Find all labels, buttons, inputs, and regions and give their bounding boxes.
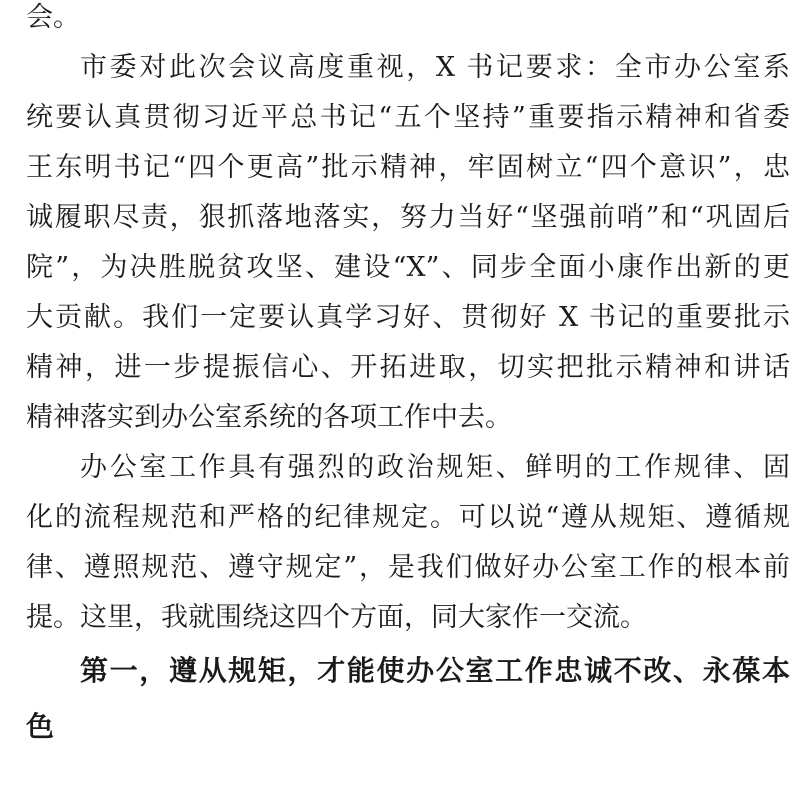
paragraph-2-line: 办公室工作具有强烈的政治规矩、鲜明的工作规律、固 bbox=[80, 452, 790, 483]
paragraph-1-line: 诚履职尽责，狠抓落地落实，努力当好“坚强前哨”和“巩固后 bbox=[26, 202, 790, 233]
section-heading-line: 第一，遵从规矩，才能使办公室工作忠诚不改、永葆本 bbox=[80, 654, 790, 687]
paragraph-1-line: 院”，为决胜脱贫攻坚、建设“X”、同步全面小康作出新的更 bbox=[26, 252, 790, 283]
paragraph-1-line: 精神落实到办公室系统的各项工作中去。 bbox=[26, 402, 512, 433]
paragraph-2-line: 律、遵照规范、遵守规定”，是我们做好办公室工作的根本前 bbox=[26, 552, 790, 583]
paragraph-2-line: 化的流程规范和严格的纪律规定。可以说“遵从规矩、遵循规 bbox=[26, 502, 790, 533]
paragraph-1-line: 统要认真贯彻习近平总书记“五个坚持”重要指示精神和省委 bbox=[26, 102, 790, 133]
paragraph-1-line: 大贡献。我们一定要认真学习好、贯彻好 X 书记的重要批示 bbox=[26, 302, 790, 333]
paragraph-1-line: 王东明书记“四个更高”批示精神，牢固树立“四个意识”，忠 bbox=[26, 152, 790, 183]
paragraph-2-line: 提。这里，我就围绕这四个方面，同大家作一交流。 bbox=[26, 602, 647, 633]
paragraph-1-line: 市委对此次会议高度重视，X 书记要求：全市办公室系 bbox=[80, 52, 790, 83]
text-line: 会。 bbox=[26, 2, 80, 33]
paragraph-1-line: 精神，进一步提振信心、开拓进取，切实把批示精神和讲话 bbox=[26, 352, 790, 383]
section-heading-line: 色 bbox=[26, 710, 55, 743]
